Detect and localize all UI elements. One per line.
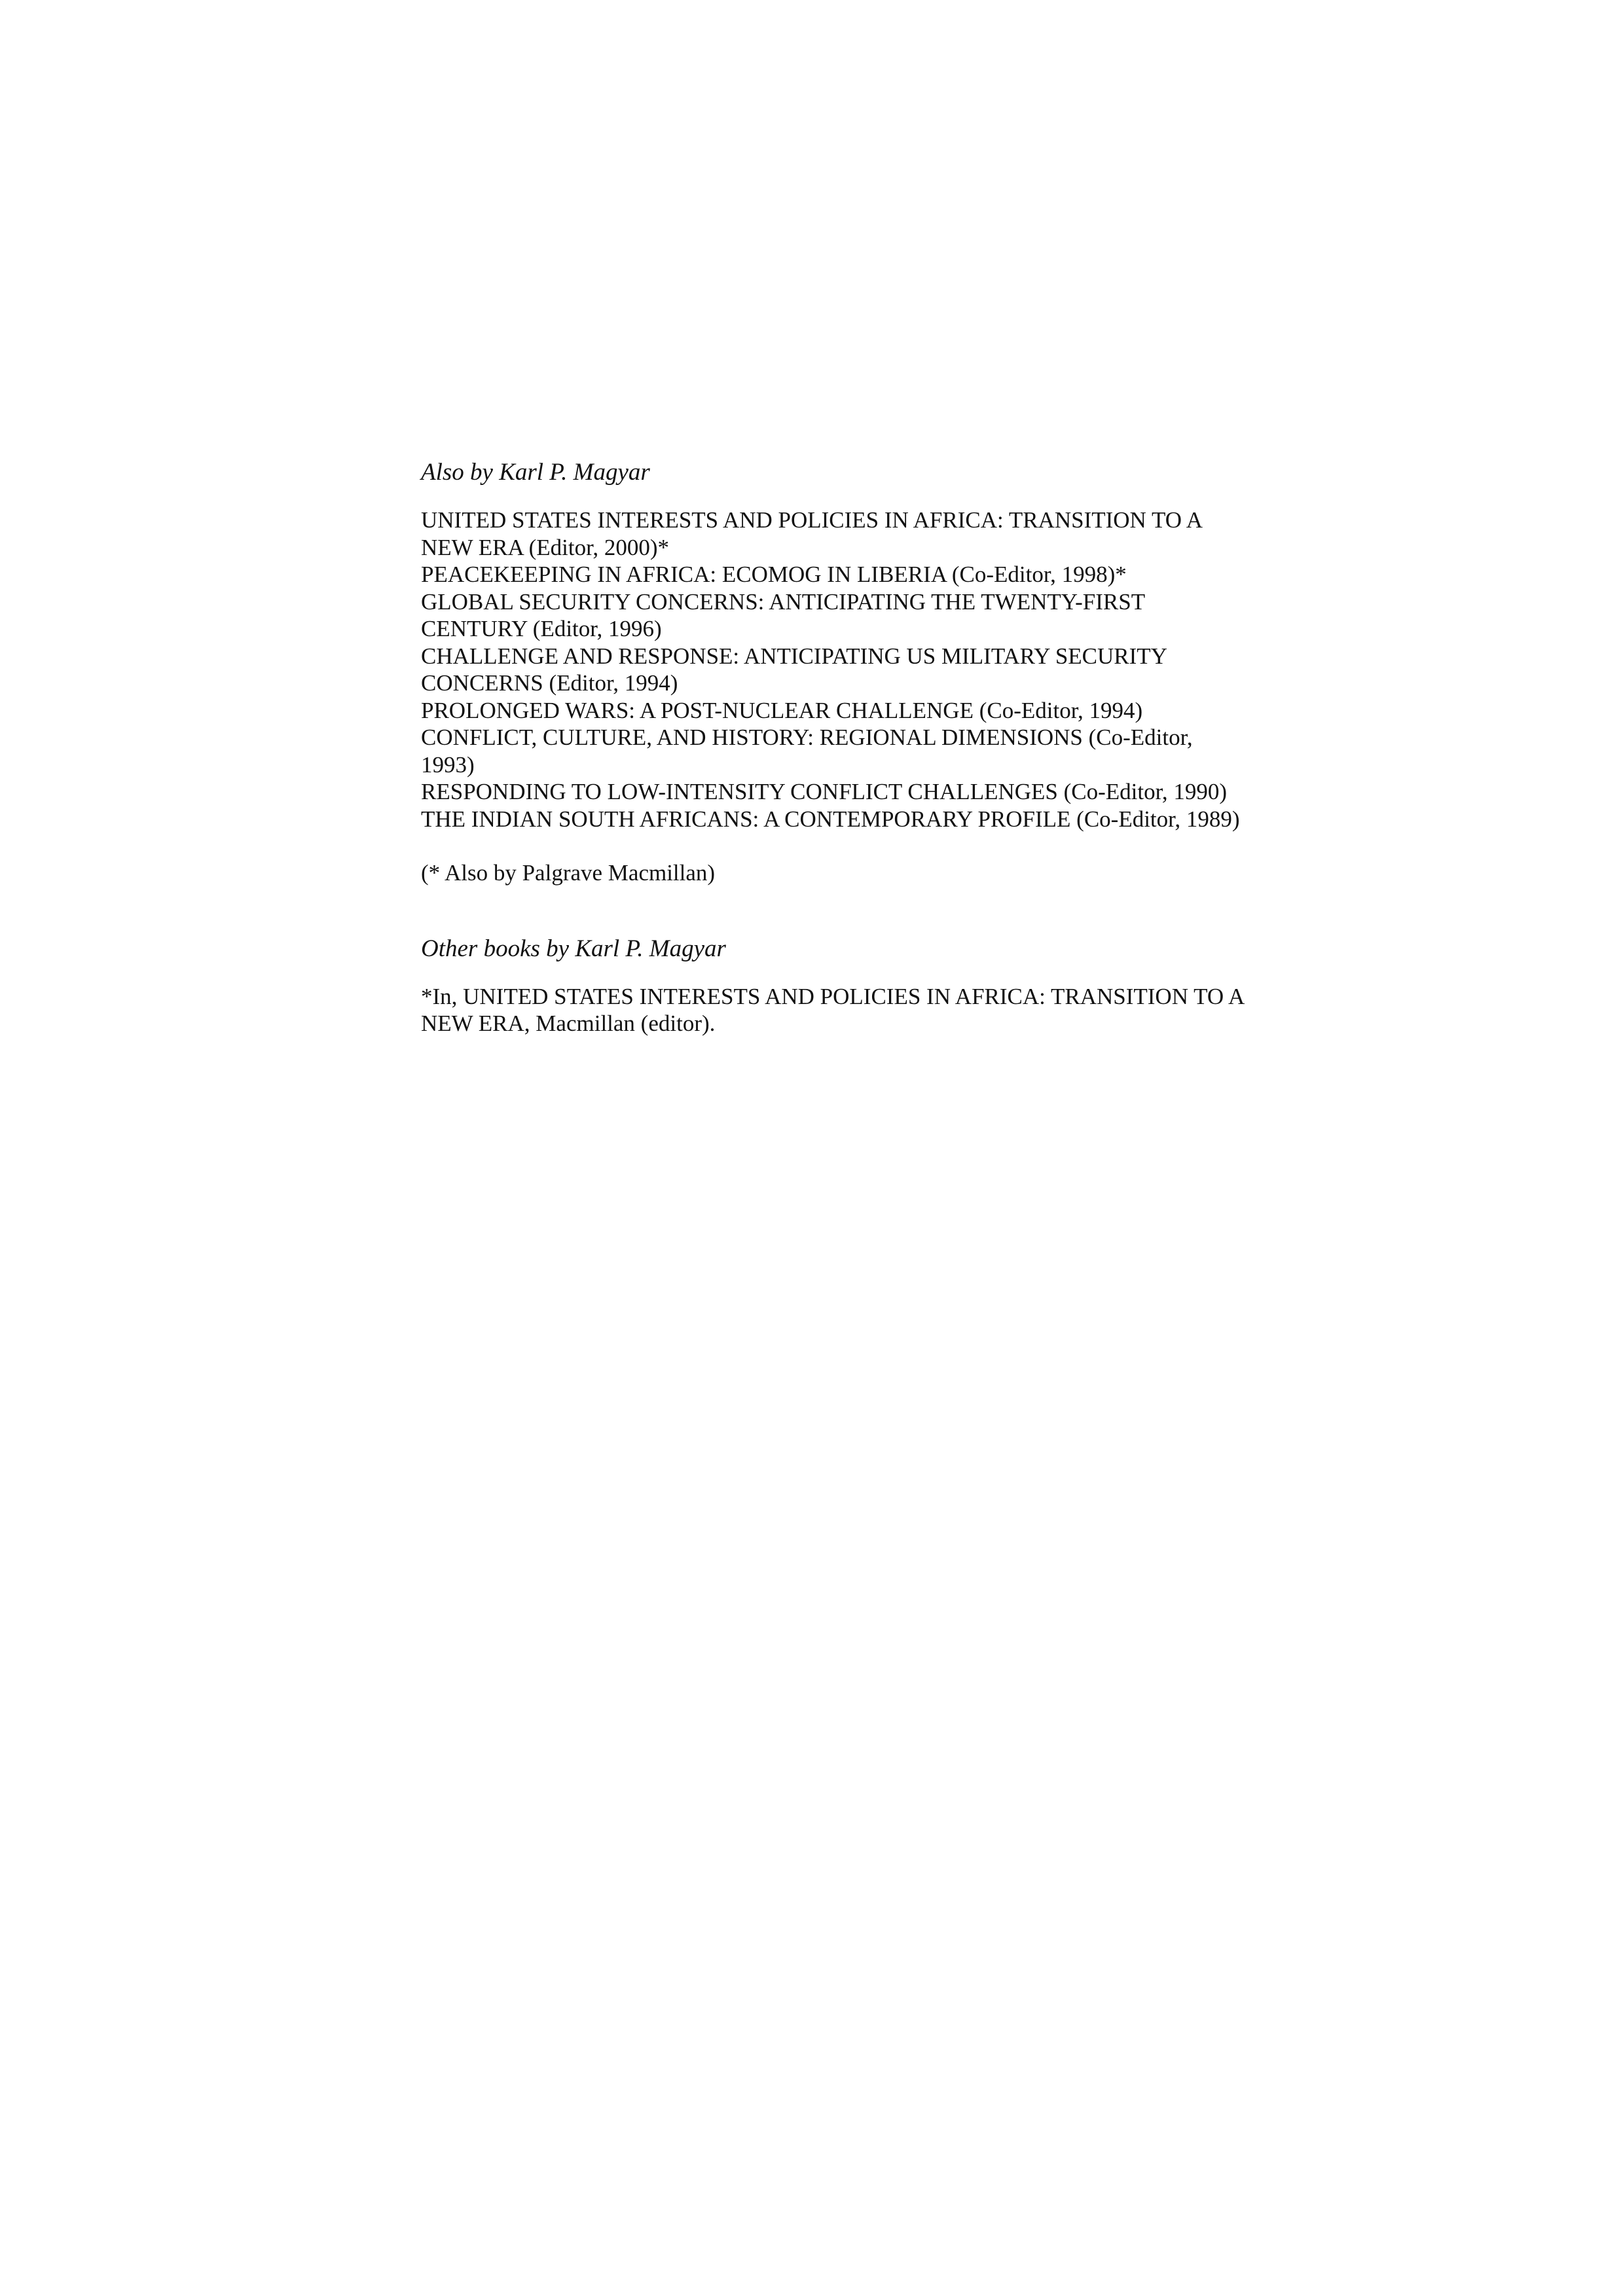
- book-title: UNITED STATES INTERESTS AND POLICIES IN AFRICA: TRANSITION TO A NEW ERA (Editor, 2000)*: [421, 507, 1202, 560]
- book-title: CONFLICT, CULTURE, AND HISTORY: REGIONAL DIMENSIONS (Co-Editor, 1993): [421, 725, 1193, 778]
- book-list: [421, 507, 1246, 833]
- also-by-section: [421, 458, 1246, 1037]
- book-title: THE INDIAN SOUTH AFRICANS: A CONTEMPORARY PROFILE (Co-Editor, 1989): [421, 806, 1240, 832]
- book-title: PEACEKEEPING IN AFRICA: ECOMOG IN LIBERIA (Co-Editor, 1998)*: [421, 562, 1127, 587]
- book-title: PROLONGED WARS: A POST-NUCLEAR CHALLENGE (Co-Editor, 1994): [421, 697, 1143, 723]
- other-books-heading: Other books by Karl P. Magyar: [421, 935, 726, 962]
- book-title: GLOBAL SECURITY CONCERNS: ANTICIPATING THE TWENTY-FIRST CENTURY (Editor, 1996): [421, 588, 1145, 641]
- book-title: RESPONDING TO LOW-INTENSITY CONFLICT CHALLENGES (Co-Editor, 1990): [421, 779, 1227, 804]
- also-by-heading: Also by Karl P. Magyar: [421, 459, 650, 486]
- publisher-footnote: (* Also by Palgrave Macmillan): [421, 860, 716, 886]
- other-book-entry: *In, UNITED STATES INTERESTS AND POLICIES IN AFRICA: TRANSITION TO A NEW ERA, Macmillan (editor).: [421, 983, 1244, 1036]
- book-title: CHALLENGE AND RESPONSE: ANTICIPATING US MILITARY SECURITY CONCERNS (Editor, 1994): [421, 643, 1167, 696]
